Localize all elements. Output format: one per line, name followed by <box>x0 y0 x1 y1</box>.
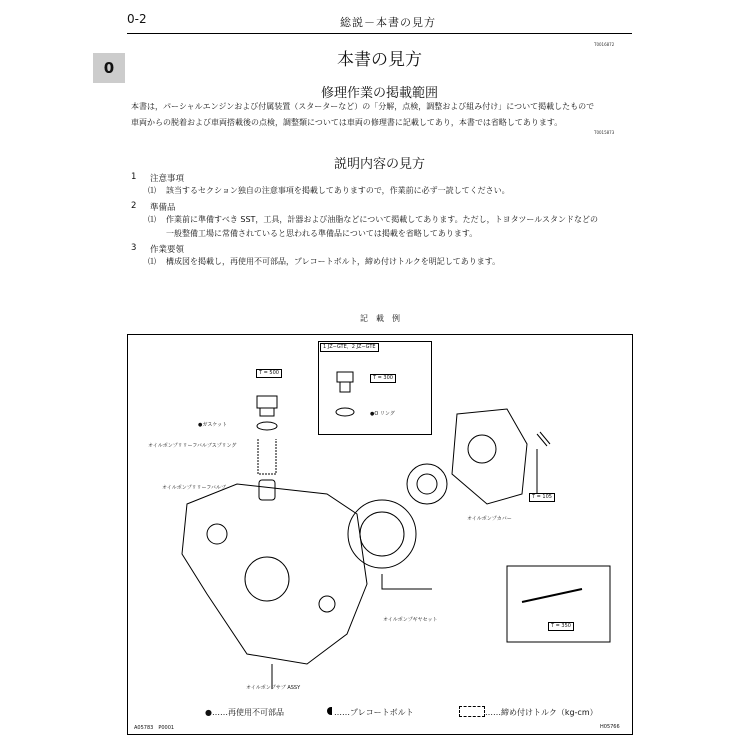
sub-assy-label: オイルポンプサブ ASSY <box>246 685 301 691</box>
plug <box>257 396 277 416</box>
scope-line-1: 本書は，パーシャルエンジンおよび付属装置（スターターなど）の「分解，点検，調整および組み付け」について掲載したもので <box>131 102 595 111</box>
explain-heading: 説明内容の見方 <box>333 157 425 172</box>
precoat-icon <box>327 707 332 715</box>
section-tab: 0 <box>93 53 125 83</box>
ref-code: H05766 <box>600 724 620 730</box>
diagram-caption: 記 載 例 <box>360 314 400 323</box>
section-1-number: 1 <box>131 172 137 182</box>
section-3-title: 作業要領 <box>150 245 185 255</box>
page-title: 本書の見方 <box>337 50 422 70</box>
legend-precoat: ……プレコートボルト <box>334 708 414 717</box>
pump-cover <box>452 409 527 504</box>
torque-label: T = 105 <box>529 493 555 502</box>
relief-valve-label: オイルポンプリリーフバルブ <box>162 485 226 491</box>
inner-gear <box>407 464 447 504</box>
running-title: 総説－本書の見方 <box>340 16 436 29</box>
bolt-long <box>522 589 582 602</box>
valve <box>259 480 275 500</box>
exploded-diagram <box>127 334 633 735</box>
torque-label: T = 500 <box>256 369 282 378</box>
doc-code: T0016872 <box>594 42 615 47</box>
torque-box-icon <box>459 706 485 717</box>
item-mark: ⑴ <box>148 215 156 224</box>
scope-heading: 修理作業の掲載範囲 <box>320 86 438 101</box>
legend-nonreuse: ●……再使用不可部品 <box>205 708 284 717</box>
section-3-number: 3 <box>131 243 137 253</box>
spring <box>258 439 276 474</box>
section-1-title: 注意事項 <box>150 174 185 184</box>
cover-label: オイルポンプカバー <box>467 516 512 522</box>
page-number: 0-2 <box>127 12 147 26</box>
outer-gear <box>348 500 416 568</box>
bolt-small <box>537 432 550 446</box>
section-2-number: 2 <box>131 201 137 211</box>
doc-code: T0015873 <box>594 130 615 135</box>
item-mark: ⑴ <box>148 186 156 195</box>
legend-torque: ……締め付けトルク（kg-cm） <box>485 708 598 717</box>
item-text: 作業前に準備すべき SST，工具，計器および油脂などについて掲載してあります。ただし，トヨタツールスタンドなどの <box>166 215 598 224</box>
item-mark: ⑴ <box>148 257 156 266</box>
o-ring-label: ●O リング <box>370 411 395 417</box>
item-text-cont: 一般整備工場に常備されていると思われる準備品については掲載を省略してあります。 <box>166 229 478 238</box>
item-text: 構成図を掲載し，再使用不可部品，プレコートボルト，締め付けトルクを明記してあります。 <box>166 257 501 266</box>
scope-line-2: 車両からの脱着および車両搭載後の点検，調整類については車両の修理書に記載してあり，本書では省略してあります。 <box>131 118 563 127</box>
spring-label: オイルポンプリリーフバルブスプリング <box>148 443 237 449</box>
ref-code: A05783 P0001 <box>134 725 175 731</box>
o-ring <box>336 408 354 416</box>
torque-label: T = 300 <box>370 374 396 383</box>
gasket-ring <box>257 422 277 430</box>
section-2-title: 準備品 <box>150 203 176 213</box>
body-bore <box>245 557 289 601</box>
header-rule <box>127 33 632 34</box>
plug-2 <box>337 372 353 392</box>
gear-set-label: オイルポンプギヤセット <box>383 617 438 623</box>
item-text: 該当するセクション独自の注意事項を掲載してありますので，作業前に必ず一読してください。 <box>166 186 510 195</box>
gasket-label: ●ガスケット <box>198 422 228 428</box>
pump-body <box>182 484 367 664</box>
torque-label: T = 350 <box>548 622 574 631</box>
engine-label: 1 JZ−GTE，2 JZ−GTE <box>320 343 379 352</box>
